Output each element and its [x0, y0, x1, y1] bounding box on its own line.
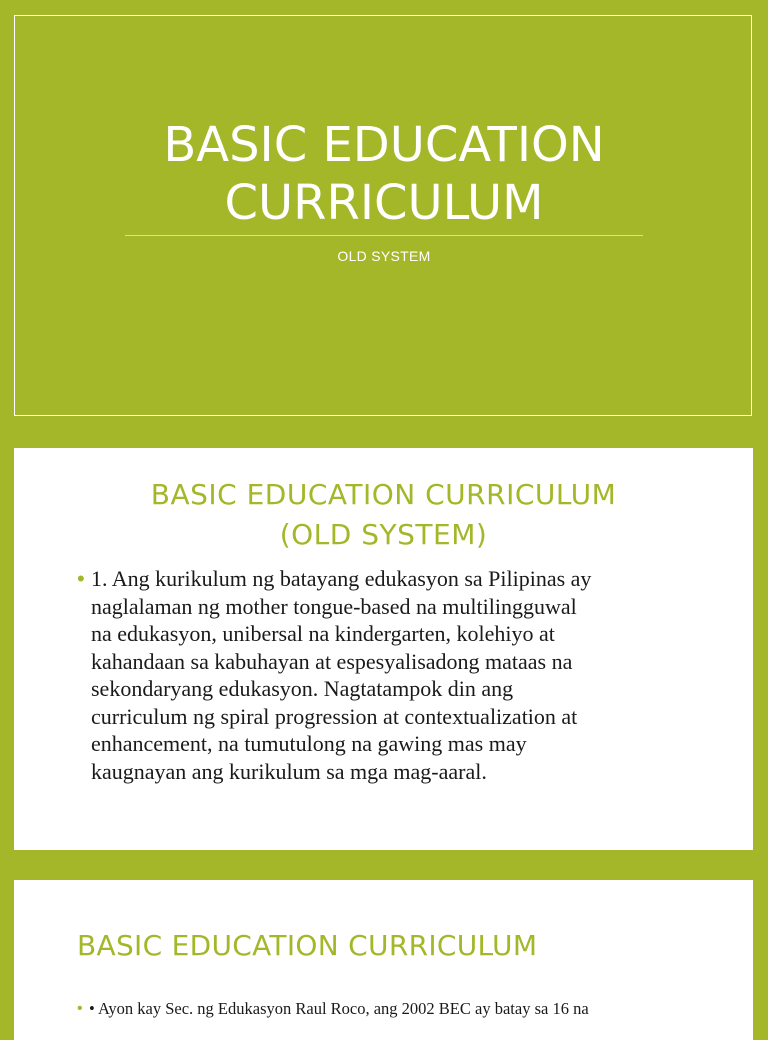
content-slide-heading — [14, 475, 753, 555]
bullet-text: • Ayon kay Sec. ng Edukasyon Raul Roco, ang 2002 BEC ay batay sa 16 na — [89, 999, 589, 1018]
bullet-marker: • — [77, 566, 85, 591]
content-slide-heading-line-2: (OLD SYSTEM) — [279, 518, 488, 551]
bullet-marker: • — [77, 1000, 83, 1017]
bullet-text-line: sekondaryang edukasyon. Nagtatampok din ang — [91, 676, 514, 701]
title-slide-subtitle: OLD SYSTEM — [337, 248, 431, 264]
bullet-text-line: curriculum ng spiral progression at contextualization at — [91, 703, 578, 729]
title-slide-heading-line-1: BASIC EDUCATION — [163, 117, 605, 173]
bullet-item — [77, 565, 697, 785]
content-slide-heading-line-1: BASIC EDUCATION CURRICULUM — [150, 478, 617, 511]
bullet-item — [77, 998, 717, 1020]
bullet-text — [91, 565, 697, 785]
bullet-text-line: na edukasyon, unibersal na kindergarten, kolehiyo at — [91, 621, 555, 646]
bullet-text-line: naglalaman ng mother tongue-based na multilingguwal — [91, 593, 577, 619]
content-slide-2-heading: BASIC EDUCATION CURRICULUM — [77, 929, 538, 962]
bullet-text-line: kaugnayan ang kurikulum sa mga mag-aaral. — [91, 758, 487, 784]
title-slide-heading — [0, 116, 768, 232]
bullet-text-line: 1. Ang kurikulum ng batayang edukasyon sa Pilipinas ay — [91, 566, 592, 591]
title-slide-heading-line-2: CURRICULUM — [224, 175, 544, 231]
bullet-text-line: kahandaan sa kabuhayan at espesyalisadong mataas na — [91, 648, 573, 674]
title-slide — [0, 0, 768, 432]
bullet-text-line: enhancement, na tumutulong na gawing mas may — [91, 731, 527, 756]
title-slide-divider — [125, 235, 643, 236]
content-slide-old-system — [14, 448, 753, 850]
content-slide-partial — [14, 880, 753, 1040]
